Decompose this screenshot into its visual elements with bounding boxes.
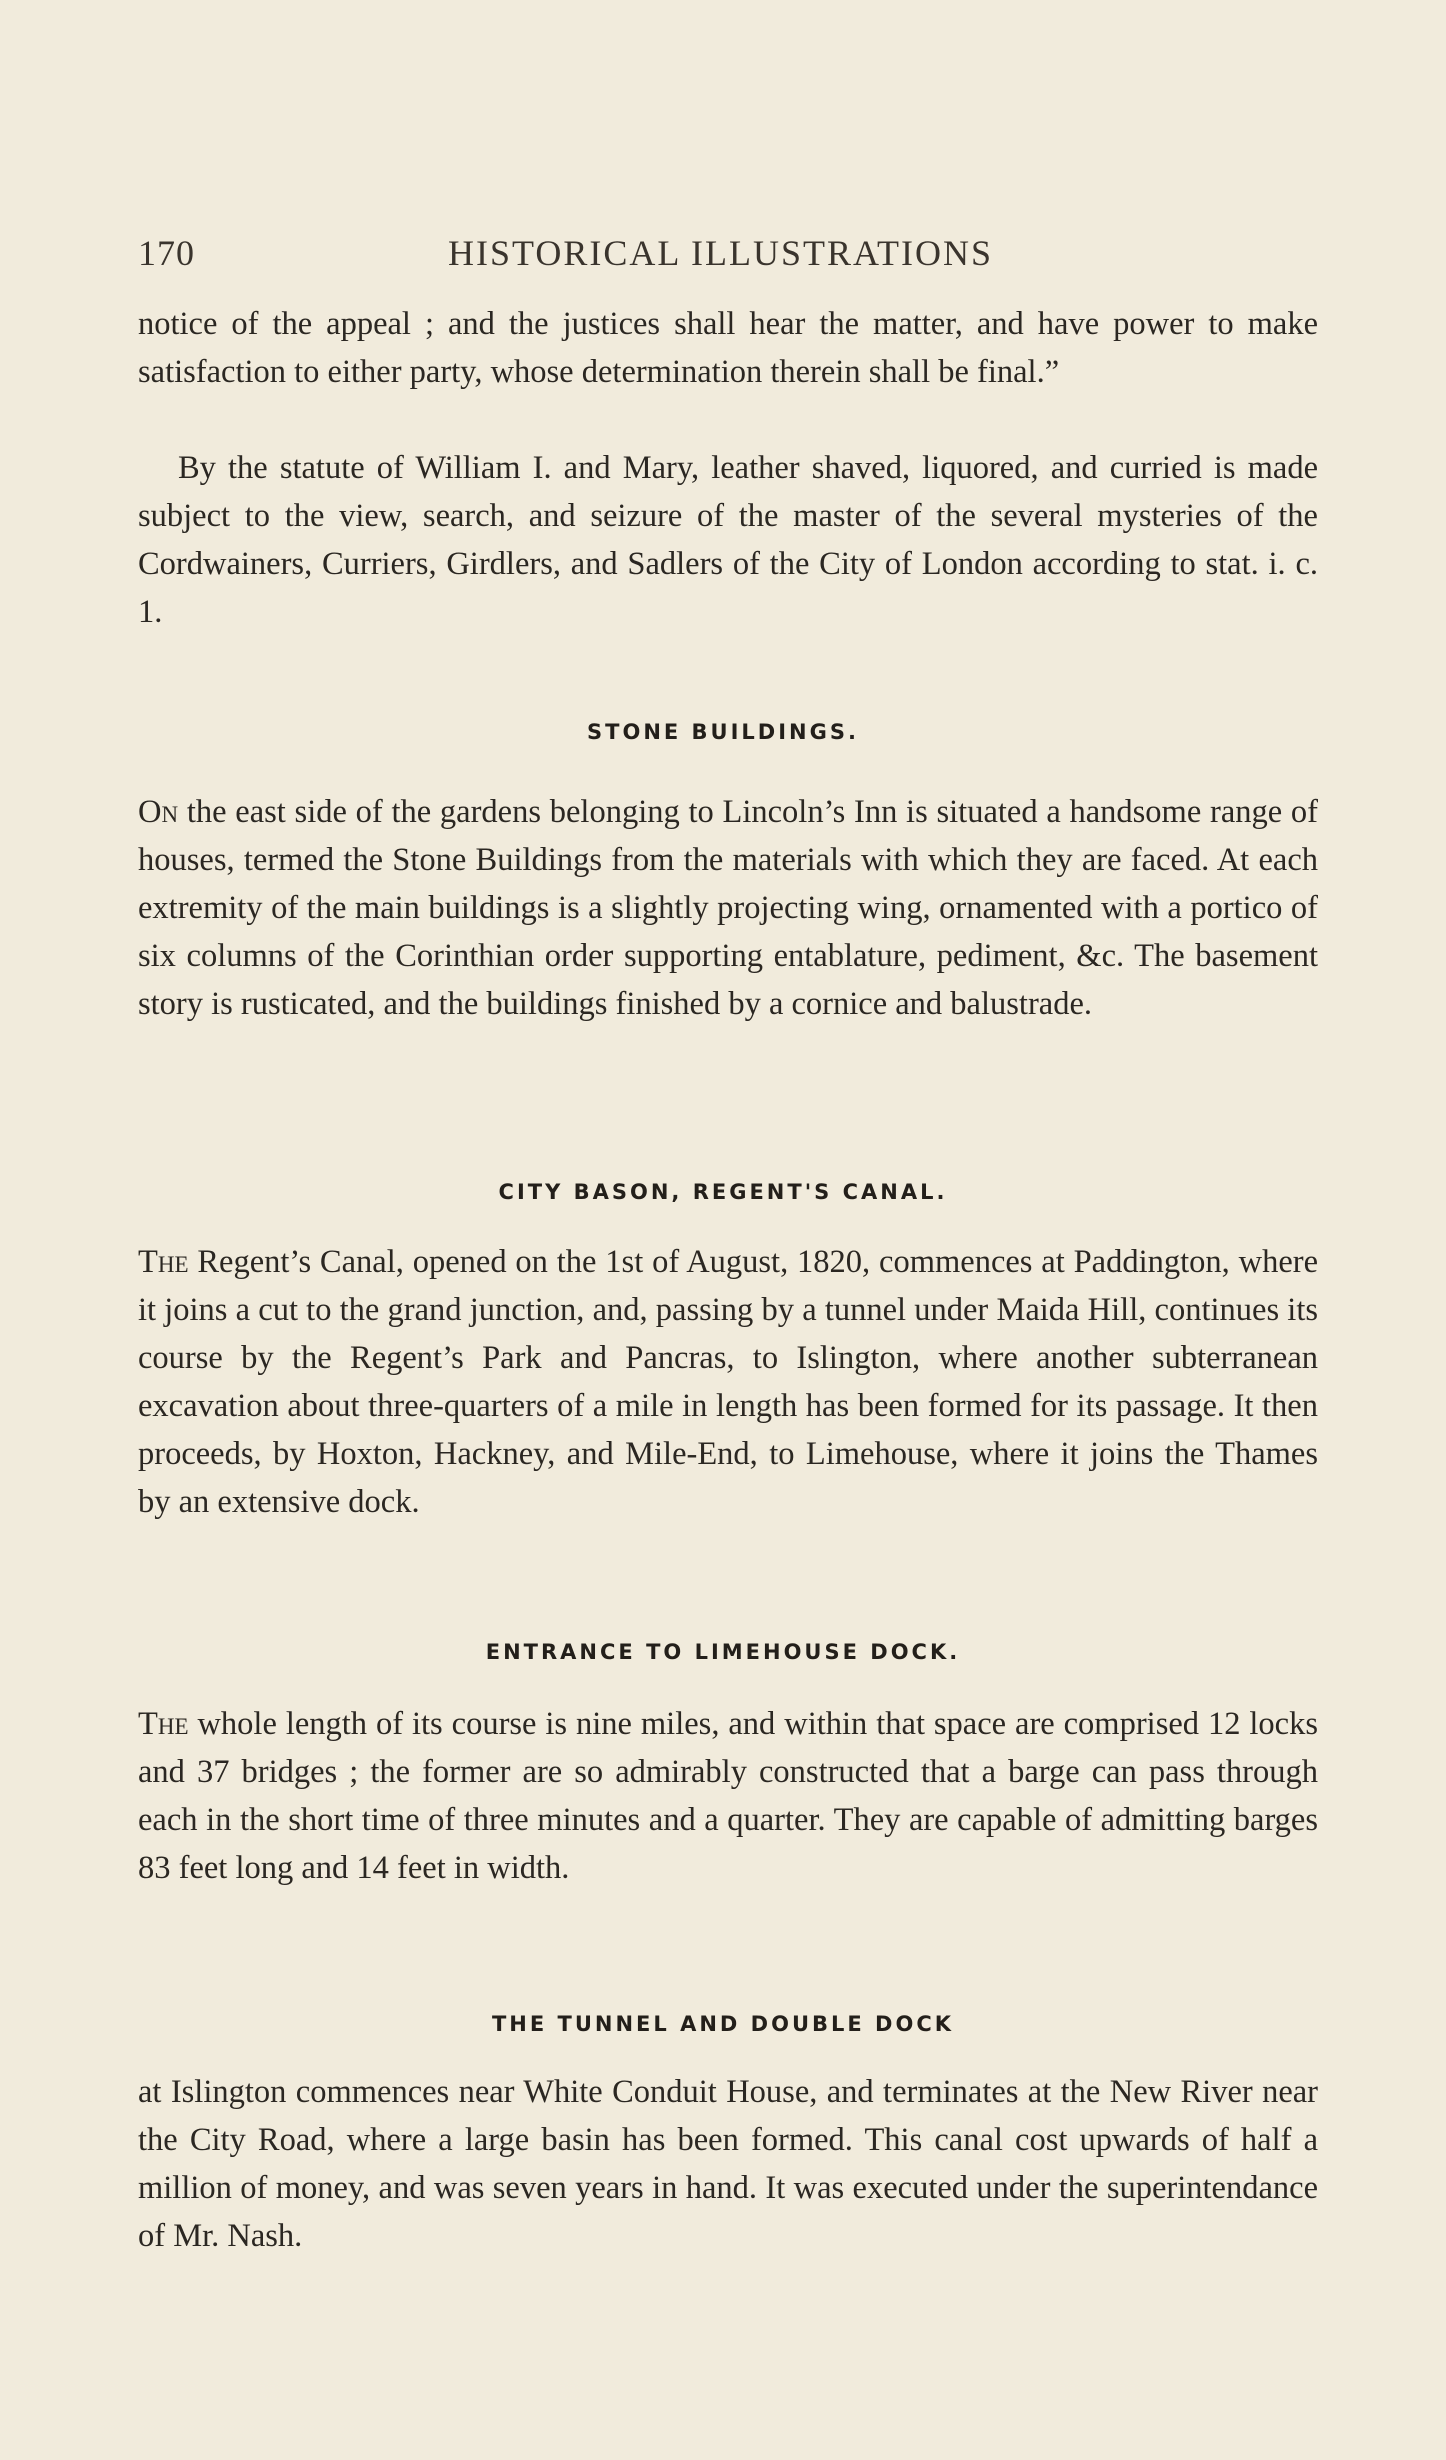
running-title: HISTORICAL ILLUSTRATIONS [448,233,994,273]
lead-word: The [138,1706,189,1742]
section-body-tunnel-double-dock [138,2068,1318,2260]
section-body-city-bason [138,1238,1318,1526]
section-heading-city-bason: CITY BASON, REGENT'S CANAL. [498,1180,948,1204]
section-heading-tunnel-double-dock: THE TUNNEL AND DOUBLE DOCK [491,2012,955,2036]
section-body-limehouse-dock [138,1700,1318,1892]
body-text: the east side of the gardens belonging to Lincoln’s Inn is situated a handsome range of houses, termed the Stone Buildings from the materials with which they are faced. At each extremity of the main buildings is a slightly projecting wing, ornamented with a portico of six columns of the Corinthian order supporting entablature, pediment, &c. The basement story is rusticated, and the buildings finished by a cornice and balustrade. [138,794,1318,1022]
lead-word: The [138,1244,189,1280]
body-text: at Islington commences near White Conduit House, and terminates at the New River near the City Road, where a large basin has been formed. This canal cost upwards of half a million of money, and was seven years in hand. It was executed under the superintendance of Mr. Nash. [138,2074,1318,2254]
paragraph-appeal: notice of the appeal ; and the justices shall hear the matter, and have power to make satisfaction to either party, whose determination therein shall be final.” [138,306,1318,390]
section-body-stone-buildings [138,788,1318,1028]
page-number: 170 [138,233,195,273]
paragraph-statute: By the statute of William I. and Mary, leather shaved, liquored, and curried is made subject to the view, search, and seizure of the master of the several mysteries of the Cordwainers, Curriers, Girdlers, and Sadlers of the City of London according to stat. i. c. 1. [138,450,1318,630]
body-text: Regent’s Canal, opened on the 1st of August, 1820, commences at Paddington, where it joins a cut to the grand junction, and, passing by a tunnel under Maida Hill, continues its course by the Regent’s Park and Pancras, to Islington, where another subterranean excavation about three-quarters of a mile in length has been formed for its passage. It then proceeds, by Hoxton, Hackney, and Mile-End, to Limehouse, where it joins the Thames by an extensive dock. [138,1244,1318,1520]
body-text: whole length of its course is nine miles, and within that space are comprised 12 locks and 37 bridges ; the former are so admirably constructed that a barge can pass through each in the short time of three minutes and a quarter. They are capable of admitting barges 83 feet long and 14 feet in width. [138,1706,1318,1886]
section-heading-limehouse-dock: ENTRANCE TO LIMEHOUSE DOCK. [485,1640,961,1664]
section-heading-stone-buildings: STONE BUILDINGS. [587,720,859,744]
lead-word: On [138,794,179,830]
